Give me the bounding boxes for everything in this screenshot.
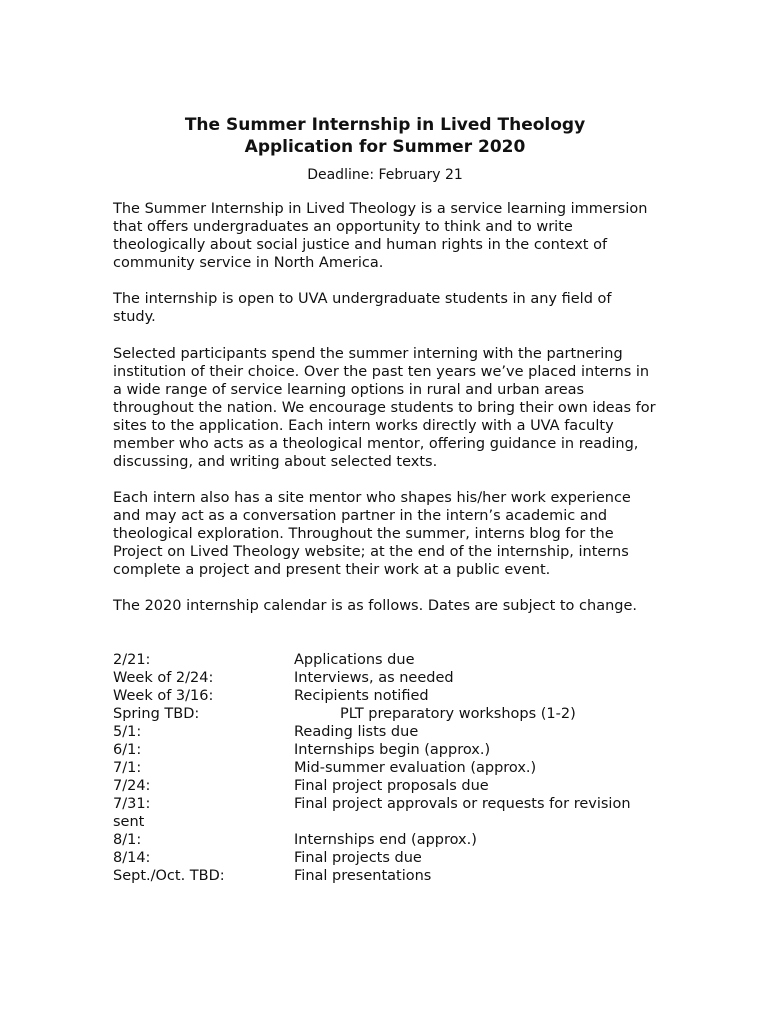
calendar-date: 5/1: bbox=[113, 724, 142, 740]
calendar-date: 7/24: bbox=[113, 778, 151, 794]
calendar-date: 2/21: bbox=[113, 652, 151, 668]
calendar-row bbox=[113, 759, 658, 777]
intro-paragraph: The Summer Internship in Lived Theology is a service learning immersion that offers undergraduates an opportunity to think and to write theologically about social justice and human rights in the context of community service in North America. bbox=[113, 201, 648, 271]
calendar-row bbox=[113, 777, 658, 795]
calendar-date: 7/31: bbox=[113, 796, 151, 812]
calendar-date: 8/1: bbox=[113, 832, 142, 848]
calendar-date: Spring TBD: bbox=[113, 706, 200, 722]
calendar-row bbox=[113, 669, 658, 687]
calendar-row bbox=[113, 831, 658, 849]
calendar-row bbox=[113, 795, 658, 831]
calendar-event: Recipients notified bbox=[294, 688, 429, 704]
participants-paragraph: Selected participants spend the summer interning with the partnering institution of their choice. Over the past ten years we’ve placed interns in a wide range of service learning options in rural and urban areas throughout the nation. We encourage students to bring their own ideas for sites to the application. Each intern works directly with a UVA faculty member who acts as a theological mentor, offering guidance in reading, discussing, and writing about selected texts. bbox=[113, 346, 656, 470]
calendar-event: Final presentations bbox=[294, 868, 432, 884]
calendar-row bbox=[113, 723, 658, 741]
mentor-paragraph: Each intern also has a site mentor who shapes his/her work experience and may act as a conversation partner in the intern’s academic and theological exploration. Throughout the summer, interns blog for the Project on Lived Theology website; at the end of the internship, interns complete a project and present their work at a public event. bbox=[113, 490, 631, 578]
calendar-event: Final projects due bbox=[294, 850, 422, 866]
calendar-event: Final project approvals or requests for revision bbox=[294, 796, 631, 812]
calendar-event: Internships begin (approx.) bbox=[294, 742, 491, 758]
calendar-date: Week of 2/24: bbox=[113, 670, 214, 686]
calendar-event: PLT preparatory workshops (1-2) bbox=[340, 706, 576, 722]
calendar-event: Reading lists due bbox=[294, 724, 419, 740]
calendar-row bbox=[113, 849, 658, 867]
calendar-row bbox=[113, 687, 658, 705]
calendar-event: Interviews, as needed bbox=[294, 670, 454, 686]
document-subtitle: Application for Summer 2020 bbox=[244, 137, 526, 157]
calendar-date: 8/14: bbox=[113, 850, 151, 866]
calendar-row bbox=[113, 705, 658, 723]
calendar-date: Sept./Oct. TBD: bbox=[113, 868, 225, 884]
calendar-date: Week of 3/16: bbox=[113, 688, 214, 704]
calendar-row bbox=[113, 741, 658, 759]
document-title: The Summer Internship in Lived Theology bbox=[184, 115, 586, 135]
eligibility-paragraph: The internship is open to UVA undergraduate students in any field of study. bbox=[113, 291, 612, 325]
calendar-event: Applications due bbox=[294, 652, 415, 668]
calendar-date: 7/1: bbox=[113, 760, 142, 776]
calendar-intro-paragraph: The 2020 internship calendar is as follows. Dates are subject to change. bbox=[113, 598, 638, 614]
internship-calendar bbox=[113, 651, 658, 885]
calendar-event: Mid-summer evaluation (approx.) bbox=[294, 760, 537, 776]
calendar-date: 6/1: bbox=[113, 742, 142, 758]
calendar-row bbox=[113, 651, 658, 669]
calendar-row bbox=[113, 867, 658, 885]
calendar-event: Internships end (approx.) bbox=[294, 832, 477, 848]
calendar-event-continuation: sent bbox=[113, 814, 145, 830]
calendar-event: Final project proposals due bbox=[294, 778, 489, 794]
deadline-text: Deadline: February 21 bbox=[307, 167, 463, 183]
